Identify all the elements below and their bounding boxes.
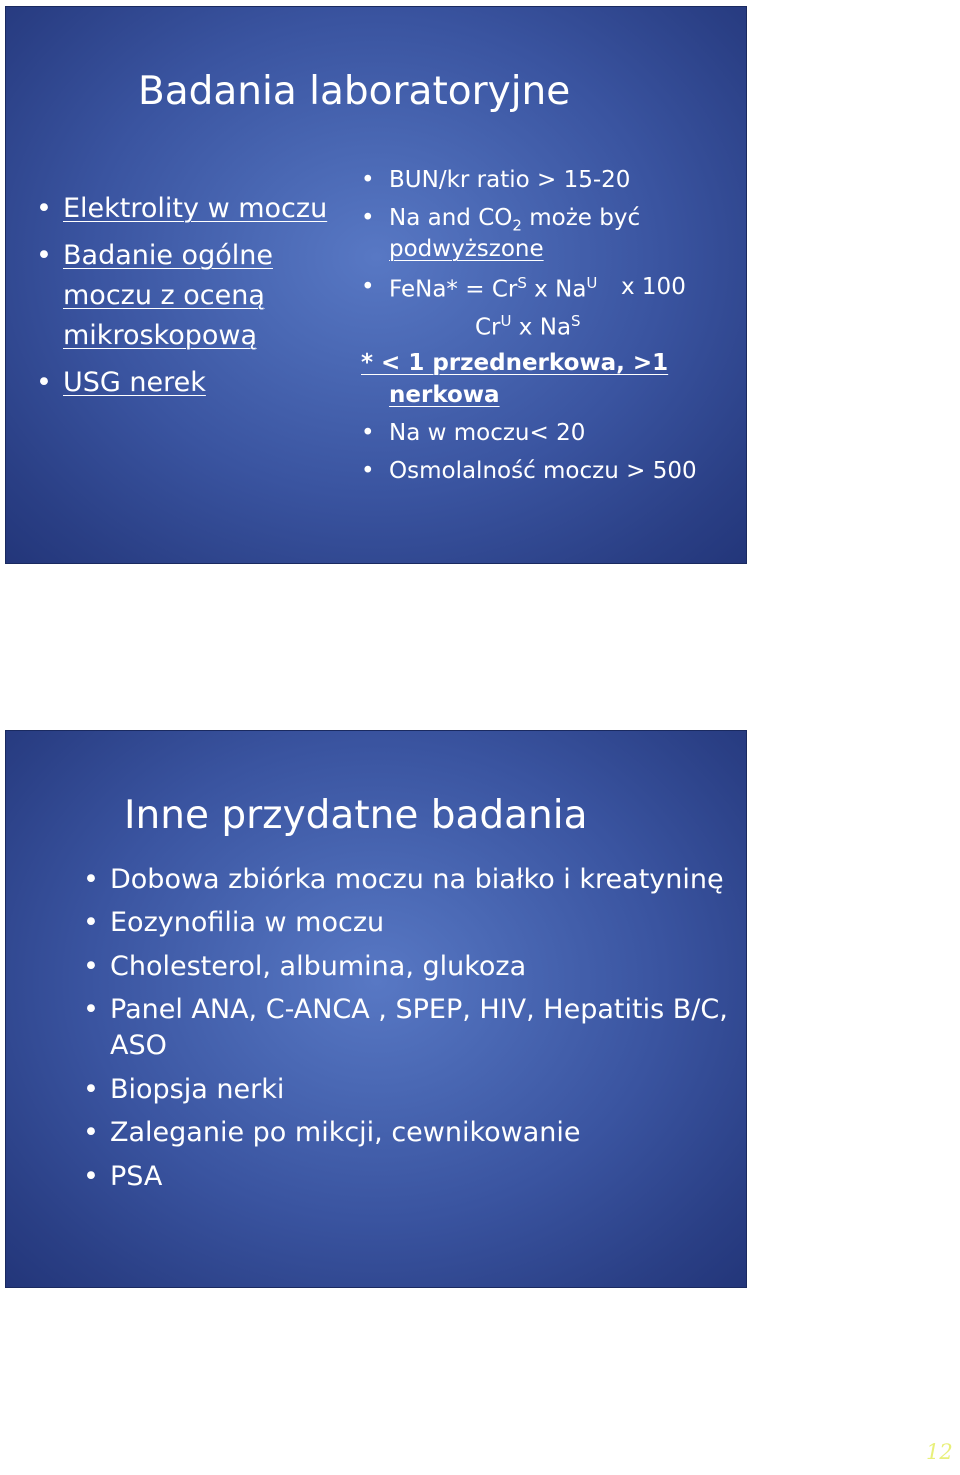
list-item: • Zaleganie po mikcji, cewnikowanie <box>83 1117 581 1148</box>
bullet-urine-osmolality: • Osmolalność moczu > 500 <box>361 458 697 484</box>
list-item: • Dobowa zbiórka moczu na białko i kreatyninę <box>83 864 724 895</box>
list-item: • Biopsja nerki <box>83 1074 285 1105</box>
slide-title: Badania laboratoryjne <box>138 69 571 114</box>
bullet-fena-formula: • FeNa* = $Cr^S$ x $Na^U$ <box>361 274 598 303</box>
link-urinalysis-line1[interactable]: • Badanie ogólne <box>36 240 273 271</box>
link-electrolytes[interactable]: • Elektrolity w moczu <box>36 193 328 224</box>
list-item: • Cholesterol, albumina, glukoza <box>83 951 527 982</box>
bullet-na-co2: • Na and $CO_2$ może być <box>361 205 641 235</box>
link-urinalysis-line3[interactable]: mikroskopową <box>63 320 258 351</box>
slide-title: Inne przydatne badania <box>124 793 588 838</box>
link-urinalysis-line2[interactable]: moczu z oceną <box>63 280 265 311</box>
list-item: • Panel ANA, C-ANCA , SPEP, HIV, Hepatitis B/C, <box>83 994 728 1025</box>
link-elevated[interactable]: podwyższone <box>389 236 544 262</box>
link-kidney-ultrasound[interactable]: • USG nerek <box>36 367 206 398</box>
slide-other-tests <box>5 730 747 1288</box>
bullet-urine-sodium: • Na w moczu< 20 <box>361 420 586 446</box>
list-item: • Eozynofilia w moczu <box>83 907 385 938</box>
list-item: • PSA <box>83 1161 163 1192</box>
fena-multiplier: x 100 <box>621 274 686 300</box>
link-prerenal-note[interactable]: * < 1 przednerkowa, >1 <box>361 350 669 376</box>
fena-denominator: $Cr^U$ x $Na^S$ <box>475 312 581 341</box>
bullet-bun-ratio: • BUN/kr ratio > 15-20 <box>361 167 631 193</box>
link-renal-note[interactable]: nerkowa <box>389 382 500 408</box>
slide-laboratory-tests <box>5 6 747 564</box>
page-number: 12 <box>926 1440 953 1464</box>
list-item-continuation: ASO <box>110 1030 167 1061</box>
